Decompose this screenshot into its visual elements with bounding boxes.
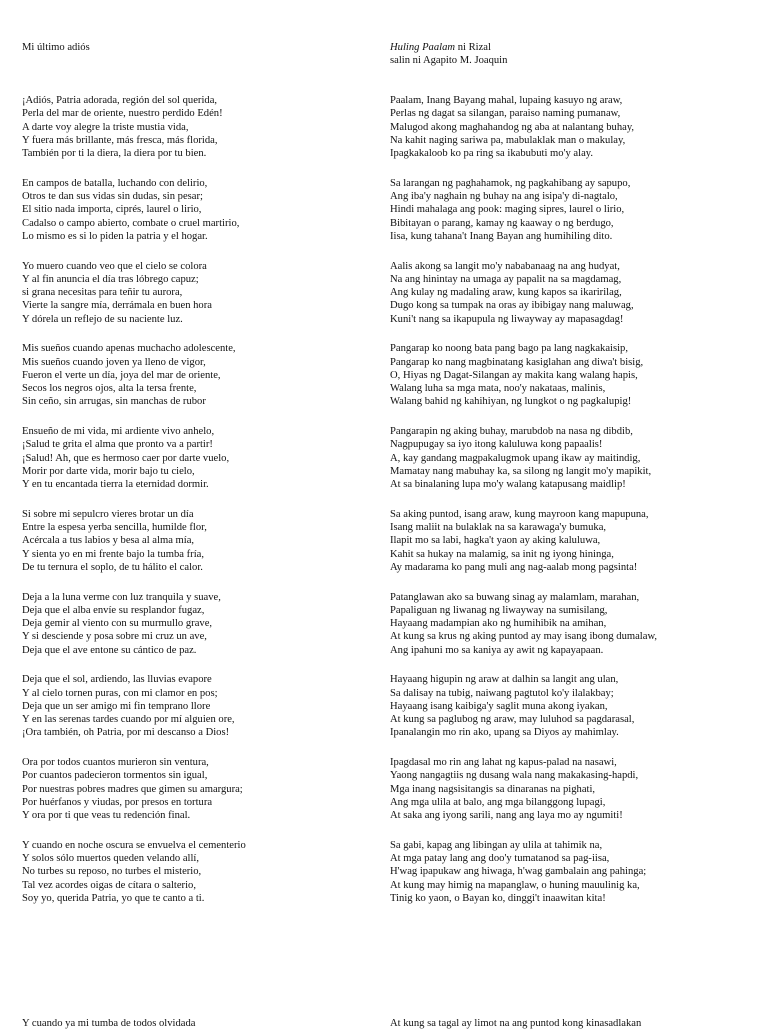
tagalog-poem-title-author: ni Rizal (455, 42, 491, 53)
tagalog-verse-line: Isang maliit na bulaklak na sa karawaga'y bumuka, (390, 522, 607, 533)
spanish-verse-line: Lo mismo es si lo piden la patria y el hogar. (22, 230, 208, 242)
tagalog-verse-line: Aalis akong sa langit mo'y nababanaag na ang hudyat, (390, 260, 620, 272)
spanish-verse-line: Por cuantos padecieron tormentos sin igual, (22, 770, 208, 782)
tagalog-verse-line: Dugo kong sa tumpak na oras ay ibibigay nang maluwag, (390, 300, 634, 312)
spanish-stanza (22, 839, 372, 905)
tagalog-verse-line: At sa binalaning lupa mo'y walang katapusang maidlip! (390, 479, 626, 490)
tagalog-verse-line: H'wag ipapukaw ang hiwaga, h'wag gambalain ang pahinga; (390, 866, 647, 878)
tagalog-verse-line: Patanglawan ako sa buwang sinag ay malamlam, marahan, (390, 591, 640, 603)
tagalog-verse-line: O, Hiyas ng Dagat-Silangan ay makita kang walang hapis, (390, 369, 638, 381)
tagalog-verse-line: Malugod akong maghahandog ng aba at nalantang buhay, (390, 121, 635, 133)
spanish-verse-line: Mis sueños cuando apenas muchacho adolescente, (22, 343, 236, 355)
spanish-verse-line: Y dórela un reflejo de su naciente luz. (22, 313, 183, 325)
tagalog-verse-line: At kung sa paglubog ng araw, may luluhod sa pagdarasal, (390, 714, 635, 725)
spanish-verse-line: Por huérfanos y viudas, por presos en tortura (22, 796, 213, 808)
spanish-poem-next-line: Y cuando ya mi tumba de todos olvidada (22, 1018, 196, 1029)
spanish-verse-line: Perla del mar de oriente, nuestro perdido Edén! (22, 108, 223, 120)
tagalog-poem-column (390, 41, 750, 922)
spanish-verse-line: En campos de batalla, luchando con delirio, (22, 177, 208, 189)
tagalog-poem-next-line: At kung sa tagal ay limot na ang puntod kong kinasadlakan (390, 1018, 642, 1029)
spanish-verse-line: Morir por darte vida, morir bajo tu cielo, (22, 465, 195, 477)
tagalog-verse-line: Na ang hinintay na umaga ay papalit na sa magdamag, (390, 273, 622, 285)
tagalog-poem-title-italic: Huling Paalam (390, 42, 456, 53)
tagalog-verse-line: Mga inang nagsisitangis sa dinaranas na pighati, (390, 783, 596, 795)
tagalog-poem-title (390, 41, 750, 54)
tagalog-verse-line: Pangarapin ng aking buhay, marubdob na nasa ng dibdib, (390, 426, 633, 437)
tagalog-verse-line: Ang ipahuni mo sa kaniya ay awit ng kapayapaan. (390, 644, 604, 656)
tagalog-verse-line: Paalam, Inang Bayang mahal, lupaing kasuyo ng araw, (390, 95, 623, 106)
spanish-stanza (22, 177, 372, 243)
tagalog-verse-line: Mamatay nang mabuhay ka, sa silong ng langit mo'y mapikit, (390, 465, 652, 477)
spanish-verse-line: Otros te dan sus vidas sin dudas, sin pesar; (22, 191, 203, 202)
tagalog-verse-line: Kahit sa hukay na malamig, sa init ng iyong hininga, (390, 548, 614, 560)
spanish-stanza (22, 673, 372, 739)
tagalog-verse-line: Yaong nangagtiis ng dusang wala nang makakasing-hapdi, (390, 770, 639, 782)
tagalog-verse-line: Ipanalangin mo rin ako, upang sa Diyos ay mahimlay. (390, 727, 619, 739)
spanish-verse-line: Y si desciende y posa sobre mi cruz un ave, (22, 631, 207, 643)
tagalog-stanza (390, 591, 750, 657)
spanish-verse-line: ¡Ora también, oh Patria, por mi descanso a Dios! (22, 727, 230, 739)
tagalog-verse-line: Na kahit naging sariwa pa, mabulaklak man o makulay, (390, 134, 626, 146)
tagalog-stanza (390, 508, 750, 574)
spanish-verse-line: Y cuando en noche oscura se envuelva el cementerio (22, 839, 246, 851)
tagalog-verse-line: Ang mga ulila at balo, ang mga bilanggong lupagi, (390, 796, 606, 808)
spanish-poem-header (22, 41, 372, 94)
spanish-stanza (22, 591, 372, 657)
spanish-verse-line: Vierte la sangre mía, derrámala en buen hora (22, 300, 212, 312)
spanish-verse-line: Acércala a tus labios y besa al alma mía, (22, 535, 195, 547)
spanish-poem-stanzas (22, 94, 372, 905)
tagalog-verse-line: Sa gabi, kapag ang libingan ay ulila at tahimik na, (390, 839, 603, 851)
tagalog-poem-header (390, 41, 750, 94)
spanish-verse-line: Cadalso o campo abierto, combate o cruel martirio, (22, 217, 240, 229)
spanish-verse-line: Fueron el verte un día, joya del mar de oriente, (22, 369, 221, 381)
spanish-verse-line: Deja que el alba envíe su resplandor fugaz, (22, 604, 205, 616)
spanish-poem-title: Mi último adiós (22, 42, 90, 53)
tagalog-stanza (390, 94, 750, 160)
spanish-verse-line: El sitio nada importa, ciprés, laurel o lirio, (22, 204, 202, 216)
spanish-stanza (22, 260, 372, 326)
spanish-verse-line: Deja que el sol, ardiendo, las lluvias evapore (22, 674, 212, 686)
tagalog-verse-line: At kung may himig na mapanglaw, o huning mauulinig ka, (390, 879, 640, 891)
tagalog-poem-translator: salin ni Agapito M. Joaquin (390, 55, 508, 67)
tagalog-verse-line: Nagpupugay sa iyo itong kaluluwa kong papaalis! (390, 439, 603, 451)
spanish-verse-line: Deja gemir al viento con su murmullo grave, (22, 618, 213, 629)
tagalog-verse-line: Hayaang higupin ng araw at dalhin sa langit ang ulan, (390, 674, 619, 686)
tagalog-verse-line: Hindi mahalaga ang pook: maging sipres, laurel o lirio, (390, 204, 625, 216)
tagalog-verse-line: Sa aking puntod, isang araw, kung mayroon kang mapupuna, (390, 508, 649, 520)
tagalog-verse-line: A, kay gandang magpakalugmok upang ikaw ay maitindig, (390, 452, 641, 464)
tagalog-verse-line: At kung sa krus ng aking puntod ay may isang ibong dumalaw, (390, 631, 658, 643)
tagalog-verse-line: Pangarap ko nang magbinatang kasiglahan ang diwa't bisig, (390, 356, 644, 368)
spanish-verse-line: ¡Adiós, Patria adorada, región del sol querida, (22, 95, 218, 106)
tagalog-verse-line: Kuni't nang sa ikapupula ng liwayway ay mapasagdag! (390, 313, 624, 325)
spanish-verse-line: Secos los negros ojos, alta la tersa frente, (22, 383, 197, 394)
spanish-verse-line: Y sienta yo en mi frente bajo la tumba fría, (22, 548, 204, 560)
spanish-verse-line: Si sobre mi sepulcro vieres brotar un día (22, 508, 194, 520)
tagalog-verse-line: Hayaang isang kaibiga'y saglit muna akong iyakan, (390, 700, 608, 712)
spanish-verse-line: No turbes su reposo, no turbes el misterio, (22, 866, 202, 878)
tagalog-stanza (390, 673, 750, 739)
spanish-verse-line: Entre la espesa yerba sencilla, humilde flor, (22, 522, 207, 533)
tagalog-verse-line: Sa larangan ng paghahamok, ng pagkahibang ay sapupo, (390, 177, 631, 189)
spanish-verse-line: ¡Salud! Ah, que es hermoso caer por darte vuelo, (22, 452, 230, 464)
spanish-verse-line: Sin ceño, sin arrugas, sin manchas de rubor (22, 396, 206, 408)
spanish-verse-line: Deja que un ser amigo mi fin temprano llore (22, 700, 211, 712)
spanish-verse-line: ¡Salud te grita el alma que pronto va a partir! (22, 439, 213, 451)
tagalog-verse-line: Hayaang madampian ako ng humihibik na amihan, (390, 618, 607, 629)
spanish-poem-column (22, 41, 372, 922)
spanish-verse-line: Soy yo, querida Patria, yo que te canto a ti. (22, 892, 205, 904)
spanish-verse-line: Y en las serenas tardes cuando por mí alguien ore, (22, 714, 235, 725)
tagalog-stanza (390, 260, 750, 326)
tagalog-verse-line: Ang kulay ng madaling araw, kung kapos sa ikaririlag, (390, 287, 622, 298)
tagalog-verse-line: Ipagkakaloob ko pa ring sa ikabubuti mo'y alay. (390, 148, 594, 159)
tagalog-stanza (390, 177, 750, 243)
spanish-verse-line: Y en tu encantada tierra la eternidad dormir. (22, 479, 209, 490)
spanish-verse-line: A darte voy alegre la triste mustia vida, (22, 121, 189, 133)
spanish-verse-line: También por ti la diera, la diera por tu bien. (22, 148, 207, 159)
spanish-verse-line: Tal vez acordes oigas de cítara o salterio, (22, 879, 196, 891)
tagalog-verse-line: Tinig ko yaon, o Bayan ko, dinggi't inaawitan kita! (390, 892, 606, 904)
tagalog-verse-line: Perlas ng dagat sa silangan, paraiso naming pumanaw, (390, 108, 621, 120)
tagalog-verse-line: Walang bahid ng kahihiyan, ng lungkot o ng pagkalupig! (390, 396, 632, 408)
tagalog-verse-line: Bibitayan o parang, kamay ng kaaway o ng berdugo, (390, 217, 614, 229)
spanish-verse-line: Mis sueños cuando joven ya lleno de vigor, (22, 356, 206, 368)
tagalog-verse-line: Pangarap ko noong bata pang bago pa lang nagkakaisip, (390, 343, 628, 355)
spanish-verse-line: Y al cielo tornen puras, con mi clamor en pos; (22, 687, 218, 699)
spanish-verse-line: Y ora por ti que veas tu redención final. (22, 810, 191, 821)
tagalog-verse-line: Walang luha sa mga mata, noo'y nakataas, malinis, (390, 383, 606, 394)
spanish-stanza (22, 425, 372, 491)
spanish-verse-line: Yo muero cuando veo que el cielo se colora (22, 260, 207, 272)
tagalog-verse-line: Sa dalisay na tubig, naiwang pagtutol ko'y ilalakbay; (390, 687, 614, 699)
tagalog-verse-line: Ilapit mo sa labi, hagka't yaon ay aking kaluluwa, (390, 535, 601, 547)
tagalog-stanza (390, 756, 750, 822)
spanish-stanza (22, 94, 372, 160)
spanish-verse-line: Y fuera más brillante, más fresca, más florida, (22, 134, 218, 146)
spanish-stanza (22, 756, 372, 822)
tagalog-verse-line: At saka ang iyong sarili, nang ang laya mo ay ngumiti! (390, 810, 623, 821)
tagalog-verse-line: Ang iba'y naghain ng buhay na ang isipa'y di-nagtalo, (390, 191, 618, 202)
spanish-verse-line: Ensueño de mi vida, mi ardiente vivo anhelo, (22, 426, 215, 437)
tagalog-stanza (390, 425, 750, 491)
spanish-verse-line: Y solos sólo muertos queden velando allí, (22, 853, 200, 864)
tagalog-verse-line: Ay madarama ko pang muli ang nag-aalab mong pagsinta! (390, 561, 638, 573)
tagalog-stanza (390, 839, 750, 905)
tagalog-verse-line: At mga patay lang ang doo'y tumatanod sa pag-iisa, (390, 853, 610, 864)
spanish-verse-line: Ora por todos cuantos murieron sin ventura, (22, 757, 209, 768)
spanish-verse-line: si grana necesitas para teñir tu aurora, (22, 287, 183, 298)
spanish-verse-line: Deja a la luna verme con luz tranquila y suave, (22, 591, 221, 603)
tagalog-verse-line: Papaliguan ng liwanag ng liwayway na sumisilang, (390, 604, 608, 616)
tagalog-verse-line: Iisa, kung tahana't Inang Bayan ang humihiling dito. (390, 230, 613, 242)
tagalog-verse-line: Ipagdasal mo rin ang lahat ng kapus-palad na nasawi, (390, 757, 617, 768)
tagalog-poem-stanzas (390, 94, 750, 905)
spanish-verse-line: Deja que el ave entone su cántico de paz. (22, 644, 197, 656)
spanish-stanza (22, 508, 372, 574)
spanish-verse-line: Y al fin anuncia el día tras lóbrego capuz; (22, 273, 199, 285)
tagalog-stanza (390, 342, 750, 408)
spanish-stanza (22, 342, 372, 408)
spanish-verse-line: De tu ternura el soplo, de tu hálito el calor. (22, 561, 203, 573)
spanish-verse-line: Por nuestras pobres madres que gimen su amargura; (22, 783, 243, 795)
